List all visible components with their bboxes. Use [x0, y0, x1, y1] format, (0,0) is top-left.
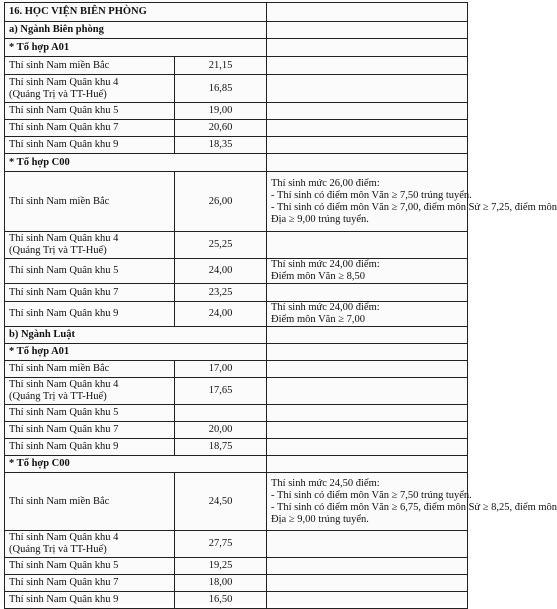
empty-note-cell [267, 456, 468, 473]
table-row [5, 57, 468, 75]
note-cell [267, 361, 468, 378]
note-cell [267, 405, 468, 422]
score-cell: 18,00 [175, 575, 267, 592]
candidate-group-line: Thí sinh Nam Quân khu 4 [9, 76, 119, 88]
table-row [5, 558, 468, 575]
institution-title: 16. HỌC VIỆN BIÊN PHÒNG [5, 3, 267, 22]
candidate-group-line: (Quảng Trị và TT-Huế) [9, 88, 107, 100]
empty-note-cell [267, 3, 468, 22]
table-row [5, 361, 468, 378]
table-row [5, 422, 468, 439]
candidate-group-line: Thí sinh Nam miền Bắc [9, 195, 110, 207]
note-cell [267, 575, 468, 592]
candidate-group-line: Thí sinh Nam Quân khu 5 [9, 560, 119, 571]
candidate-group-line: Thí sinh Nam Quân khu 7 [9, 286, 119, 298]
candidate-group-line: (Quảng Trị và TT-Huế) [9, 544, 107, 555]
candidate-group-cell [5, 422, 175, 439]
score-cell: 23,25 [175, 284, 267, 302]
candidate-group-cell [5, 284, 175, 302]
note-line: Thí sinh mức 26,00 điểm: [271, 177, 380, 189]
candidate-group-cell [5, 405, 175, 422]
group-header-row [5, 344, 468, 361]
candidate-group-line: Thí sinh Nam Quân khu 9 [9, 139, 119, 150]
candidate-group-cell [5, 592, 175, 609]
candidate-group-cell [5, 120, 175, 137]
note-cell [267, 137, 468, 154]
candidate-group-line: Thí sinh Nam miền Bắc [9, 59, 110, 71]
candidate-group-cell [5, 302, 175, 327]
note-cell [267, 120, 468, 137]
table-row [5, 531, 468, 558]
candidate-group-line: Thí sinh Nam Quân khu 7 [9, 424, 119, 435]
section-title-row [5, 3, 468, 22]
table-row [5, 284, 468, 302]
score-cell [175, 405, 267, 422]
candidate-group-line: Thí sinh Nam Quân khu 9 [9, 594, 119, 605]
candidate-group-cell [5, 558, 175, 575]
group-header-row [5, 39, 468, 57]
score-cell: 18,75 [175, 439, 267, 456]
table-row [5, 592, 468, 609]
score-cell: 16,85 [175, 75, 267, 103]
candidate-group-cell [5, 57, 175, 75]
score-cell: 17,00 [175, 361, 267, 378]
table-row [5, 75, 468, 103]
candidate-group-cell [5, 103, 175, 120]
table-row [5, 137, 468, 154]
note-cell [267, 103, 468, 120]
candidate-group-cell [5, 75, 175, 103]
score-cell: 20,00 [175, 422, 267, 439]
admission-score-table [4, 2, 557, 609]
candidate-group-cell [5, 259, 175, 284]
empty-note-cell [267, 154, 468, 172]
note-cell [267, 422, 468, 439]
note-cell [267, 473, 557, 531]
table-row [5, 439, 468, 456]
table-row [5, 473, 468, 531]
candidate-group-line: Thí sinh Nam Quân khu 4 [9, 233, 119, 244]
table-row [5, 405, 468, 422]
note-line: Địa ≥ 9,00 trúng tuyển. [271, 513, 369, 525]
candidate-group-line: Thí sinh Nam Quân khu 9 [9, 308, 119, 319]
score-cell: 25,25 [175, 232, 267, 259]
score-cell: 26,00 [175, 172, 267, 232]
candidate-group-line: Thí sinh Nam Quân khu 5 [9, 407, 119, 418]
score-cell: 24,00 [175, 302, 267, 327]
note-cell [267, 592, 468, 609]
candidate-group-line: Thí sinh Nam Quân khu 9 [9, 441, 119, 452]
candidate-group-cell [5, 439, 175, 456]
empty-note-cell [267, 39, 468, 57]
candidate-group-line: Thí sinh Nam Quân khu 4 [9, 532, 119, 543]
candidate-group-line: Thí sinh Nam Quân khu 7 [9, 577, 119, 588]
candidate-group-cell [5, 378, 175, 405]
candidate-group-cell [5, 232, 175, 259]
group-header-row [5, 154, 468, 172]
note-line: - Thí sinh có điểm môn Văn ≥ 7,50 trúng tuyển. [271, 189, 472, 201]
candidate-group-cell [5, 473, 175, 531]
note-cell [267, 439, 468, 456]
note-line: Thí sinh mức 24,00 điểm: [271, 259, 380, 270]
group-header: * Tổ hợp C00 [5, 154, 267, 172]
candidate-group-line: Thí sinh Nam Quân khu 4 [9, 379, 119, 390]
candidate-group-line: Thí sinh Nam Quân khu 5 [9, 105, 119, 116]
candidate-group-cell [5, 575, 175, 592]
note-cell [267, 531, 468, 558]
candidate-group-cell [5, 531, 175, 558]
group-header-row [5, 456, 468, 473]
note-cell [267, 558, 468, 575]
note-line: Thí sinh mức 24,00 điểm: [271, 302, 380, 313]
table-row [5, 378, 468, 405]
note-line: Điểm môn Văn ≥ 7,00 [271, 314, 365, 325]
group-header: * Tổ hợp A01 [5, 39, 267, 57]
table-row [5, 575, 468, 592]
candidate-group-cell [5, 172, 175, 232]
score-cell: 19,25 [175, 558, 267, 575]
note-cell [267, 284, 468, 302]
score-cell: 20,60 [175, 120, 267, 137]
candidate-group-cell [5, 137, 175, 154]
note-cell [267, 378, 468, 405]
group-header: a) Ngành Biên phòng [5, 22, 267, 39]
note-line: Thí sinh mức 24,50 điểm: [271, 477, 380, 489]
note-cell [267, 75, 468, 103]
note-cell [267, 302, 468, 327]
table-row [5, 172, 468, 232]
table-row [5, 120, 468, 137]
group-header-row [5, 327, 468, 344]
score-cell: 19,00 [175, 103, 267, 120]
score-cell: 24,50 [175, 473, 267, 531]
group-header-row [5, 22, 468, 39]
note-cell [267, 57, 468, 75]
candidate-group-line: Thí sinh Nam Quân khu 7 [9, 122, 119, 133]
note-cell [267, 232, 468, 259]
empty-note-cell [267, 22, 468, 39]
table-row [5, 232, 468, 259]
candidate-group-line: (Quảng Trị và TT-Huế) [9, 245, 107, 256]
group-header: b) Ngành Luật [5, 327, 267, 344]
candidate-group-line: (Quảng Trị và TT-Huế) [9, 391, 107, 402]
table-row [5, 302, 468, 327]
note-cell [267, 172, 557, 232]
note-line: - Thí sinh có điểm môn Văn ≥ 7,50 trúng tuyển. [271, 489, 472, 501]
note-line: - Thí sinh có điểm môn Văn ≥ 6,75, điểm môn Sử ≥ 8,25, điểm môn [271, 501, 557, 513]
score-cell: 16,50 [175, 592, 267, 609]
score-cell: 18,35 [175, 137, 267, 154]
group-header: * Tổ hợp A01 [5, 344, 267, 361]
candidate-group-line: Thí sinh Nam Quân khu 5 [9, 265, 119, 276]
table-row [5, 259, 468, 284]
candidate-group-cell [5, 361, 175, 378]
empty-note-cell [267, 327, 468, 344]
note-line: Điểm môn Văn ≥ 8,50 [271, 271, 365, 282]
group-header: * Tổ hợp C00 [5, 456, 267, 473]
note-cell [267, 259, 468, 284]
table-row [5, 103, 468, 120]
note-line: - Thí sinh có điểm môn Văn ≥ 7,00, điểm môn Sử ≥ 7,25, điểm môn [271, 201, 557, 213]
candidate-group-line: Thí sinh Nam miền Bắc [9, 363, 110, 374]
score-cell: 17,65 [175, 378, 267, 405]
candidate-group-line: Thí sinh Nam miền Bắc [9, 495, 110, 507]
empty-note-cell [267, 344, 468, 361]
note-line: Địa ≥ 9,00 trúng tuyển. [271, 213, 369, 225]
score-cell: 24,00 [175, 259, 267, 284]
score-cell: 21,15 [175, 57, 267, 75]
score-cell: 27,75 [175, 531, 267, 558]
